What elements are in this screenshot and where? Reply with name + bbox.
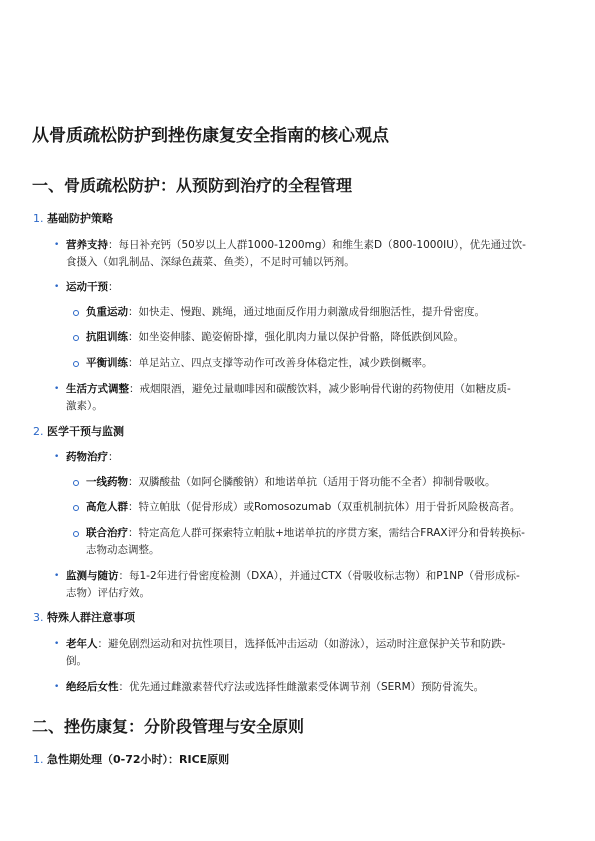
item-number: 1. xyxy=(33,753,44,766)
list-item-lifestyle-continued: 激素）。 xyxy=(66,400,103,412)
item-number: 2. xyxy=(33,425,44,438)
sub-item-text: ：如坐姿伸膝、跪姿俯卧撑，强化肌肉力量以保护骨骼，降低跌倒风险。 xyxy=(128,331,464,343)
item-title: 基础防护策略 xyxy=(47,212,113,225)
bullet-icon: • xyxy=(54,682,60,692)
list-item-label: 生活方式调整 xyxy=(66,383,129,395)
sub-item-combination xyxy=(86,525,525,541)
list-item-exercise xyxy=(66,279,119,295)
bullet-icon: • xyxy=(54,452,60,462)
list-item-lifestyle xyxy=(66,381,511,397)
item-number: 3. xyxy=(33,611,44,624)
sub-item-text: ：特定高危人群可探索特立帕肽+地诺单抗的序贯方案，需结合FRAX评分和骨转换标- xyxy=(128,527,525,539)
document-title: 从骨质疏松防护到挫伤康复安全指南的核心观点 xyxy=(32,126,389,146)
section-heading-contusion-recovery: 二、挫伤康复：分阶段管理与安全原则 xyxy=(32,717,305,736)
circle-bullet-icon xyxy=(73,335,79,341)
item-title: 医学干预与监测 xyxy=(47,425,124,438)
list-item-nutrition-continued: 食摄入（如乳制品、深绿色蔬菜、鱼类），不足时可辅以钙剂。 xyxy=(66,256,355,268)
list-item-postmenopausal xyxy=(66,679,484,695)
list-item-monitoring xyxy=(66,568,520,584)
list-item-label: 运动干预 xyxy=(66,281,108,293)
item-title: 急性期处理（0-72小时）：RICE原则 xyxy=(47,753,230,766)
list-item-nutrition xyxy=(66,237,526,253)
sub-item-label: 抗阻训练 xyxy=(86,331,128,343)
circle-bullet-icon xyxy=(73,361,79,367)
list-item-text: ：避免剧烈运动和对抗性项目，选择低冲击运动（如游泳），运动时注意保护关节和防跌- xyxy=(97,638,506,650)
sub-item-label: 联合治疗 xyxy=(86,527,128,539)
list-item-label: 老年人 xyxy=(66,638,98,650)
numbered-item-basic-protection xyxy=(33,211,113,227)
list-item-elderly xyxy=(66,636,506,652)
numbered-item-special-populations xyxy=(33,610,135,626)
bullet-icon: • xyxy=(54,571,60,581)
numbered-item-acute-phase xyxy=(33,752,229,768)
sub-item-label: 高危人群 xyxy=(86,501,128,513)
list-item-elderly-continued: 倒。 xyxy=(66,655,87,667)
sub-item-text: ：特立帕肽（促骨形成）或Romosozumab（双重机制抗体）用于骨折风险极高者。 xyxy=(128,501,521,513)
sub-item-high-risk xyxy=(86,499,520,515)
sub-item-text: ：如快走、慢跑、跳绳，通过地面反作用力刺激成骨细胞活性，提升骨密度。 xyxy=(128,306,485,318)
circle-bullet-icon xyxy=(73,505,79,511)
sub-item-balance xyxy=(86,355,433,371)
list-item-text: ： xyxy=(108,451,119,463)
sub-item-load-exercise xyxy=(86,304,485,320)
circle-bullet-icon xyxy=(73,531,79,537)
list-item-text: ： xyxy=(108,281,119,293)
circle-bullet-icon xyxy=(73,480,79,486)
list-item-text: ：优先通过雌激素替代疗法或选择性雌激素受体调节剂（SERM）预防骨流失。 xyxy=(118,681,485,693)
sub-item-text: ：单足站立、四点支撑等动作可改善身体稳定性，减少跌倒概率。 xyxy=(128,357,433,369)
list-item-text: ：每日补充钙（50岁以上人群1000-1200mg）和维生素D（800-1000IU），优先通过饮- xyxy=(108,239,526,251)
list-item-text: ：每1-2年进行骨密度检测（DXA），并通过CTX（骨吸收标志物）和P1NP（骨形成标- xyxy=(118,570,520,582)
item-title: 特殊人群注意事项 xyxy=(47,611,135,624)
sub-item-label: 一线药物 xyxy=(86,476,128,488)
sub-item-combination-continued: 志物动态调整。 xyxy=(86,544,160,556)
bullet-icon: • xyxy=(54,639,60,649)
sub-item-resistance xyxy=(86,329,464,345)
sub-item-first-line-drug xyxy=(86,474,496,490)
item-number: 1. xyxy=(33,212,44,225)
bullet-icon: • xyxy=(54,282,60,292)
section-heading-osteoporosis: 一、骨质疏松防护：从预防到治疗的全程管理 xyxy=(32,176,353,195)
list-item-text: ：戒烟限酒，避免过量咖啡因和碳酸饮料，减少影响骨代谢的药物使用（如糖皮质- xyxy=(129,383,511,395)
numbered-item-medical-intervention xyxy=(33,424,124,440)
list-item-label: 监测与随访 xyxy=(66,570,119,582)
list-item-label: 药物治疗 xyxy=(66,451,108,463)
list-item-drug-therapy xyxy=(66,449,119,465)
list-item-label: 营养支持 xyxy=(66,239,108,251)
list-item-label: 绝经后女性 xyxy=(66,681,119,693)
sub-item-text: ：双膦酸盐（如阿仑膦酸钠）和地诺单抗（适用于肾功能不全者）抑制骨吸收。 xyxy=(128,476,496,488)
bullet-icon: • xyxy=(54,384,60,394)
sub-item-label: 负重运动 xyxy=(86,306,128,318)
list-item-monitoring-continued: 志物）评估疗效。 xyxy=(66,587,150,599)
circle-bullet-icon xyxy=(73,310,79,316)
bullet-icon: • xyxy=(54,240,60,250)
sub-item-label: 平衡训练 xyxy=(86,357,128,369)
